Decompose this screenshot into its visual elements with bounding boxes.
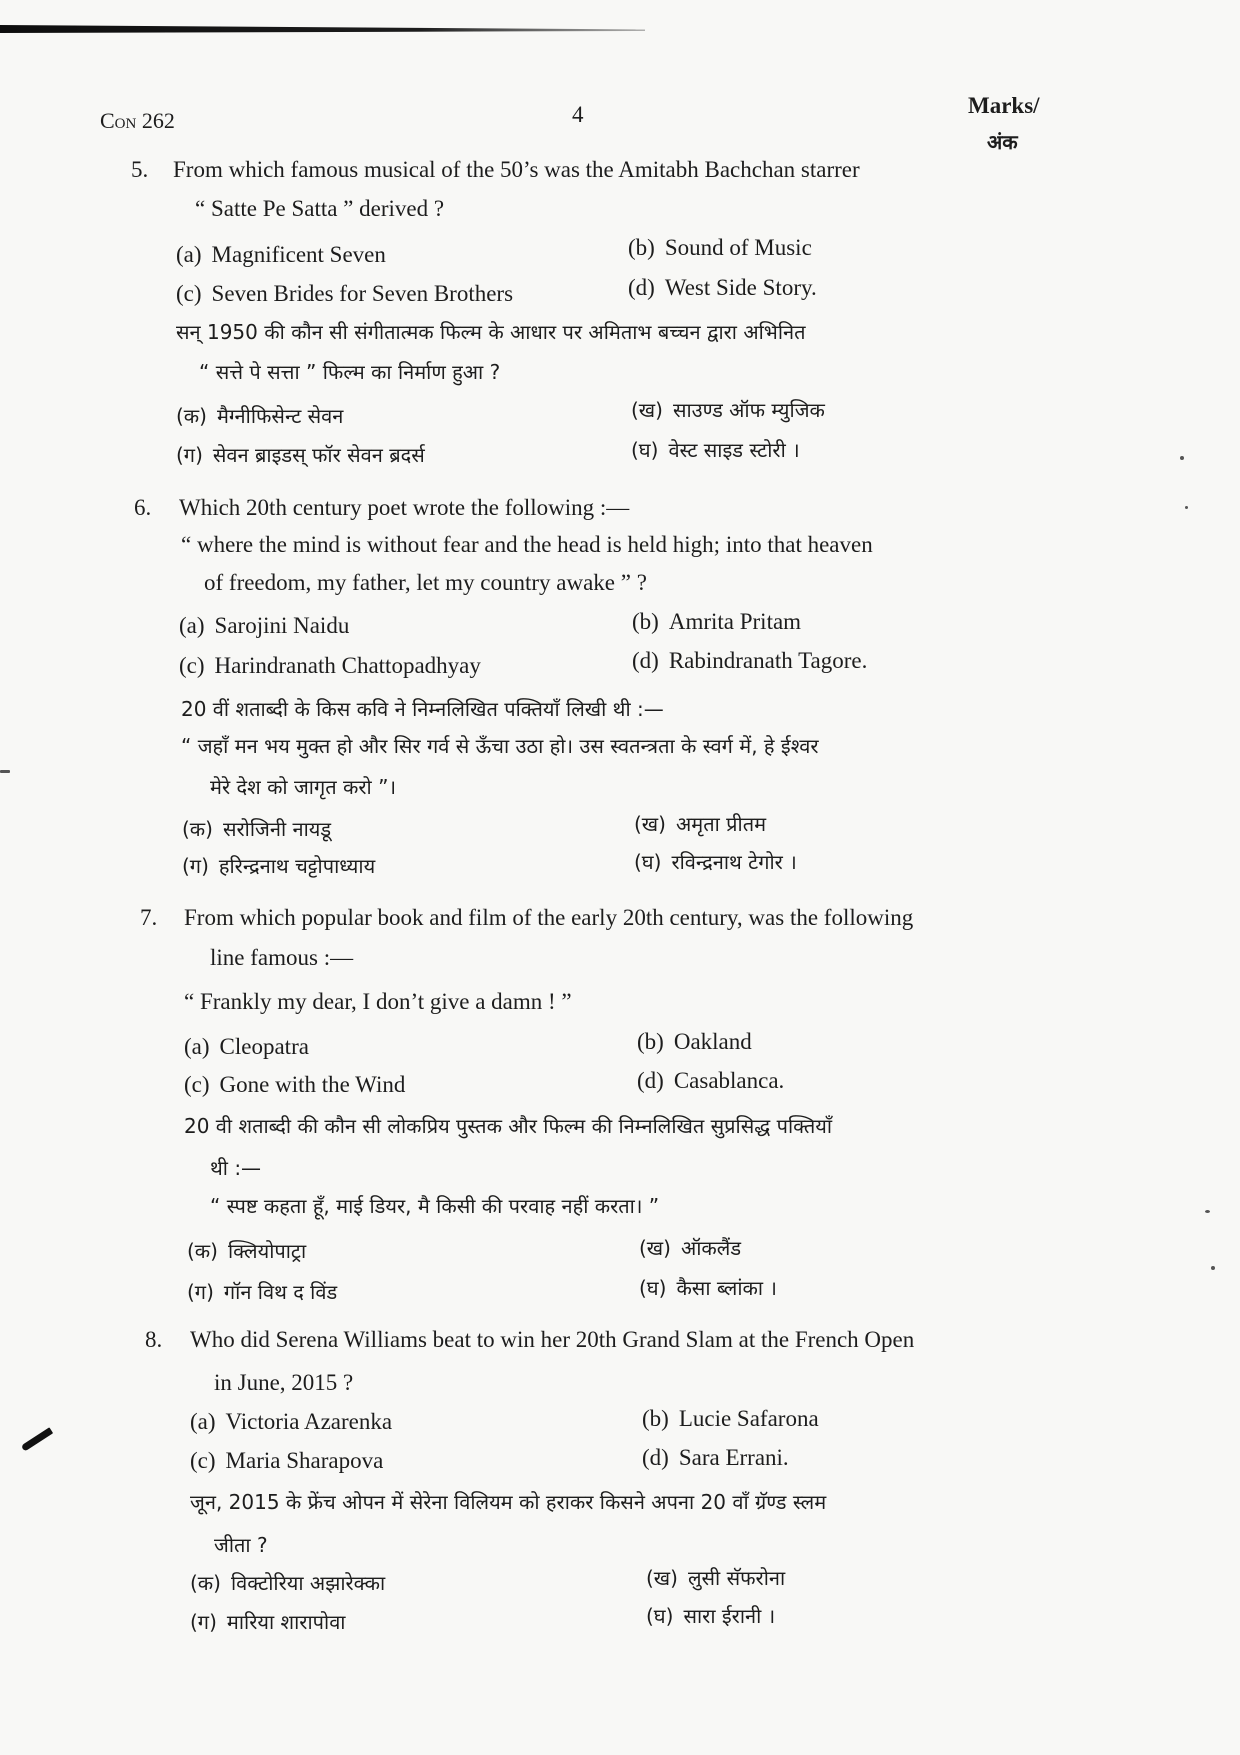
- question-text-line: “ Satte Pe Satta ” derived ?: [195, 196, 445, 221]
- option-label: (b): [642, 1406, 669, 1431]
- option-text: मैग्नीफिसेन्ट सेवन: [216, 404, 344, 428]
- option-text: Casablanca.: [673, 1068, 785, 1093]
- option-label: (ग): [176, 443, 203, 467]
- question-text-line: Who did Serena Williams beat to win her 20th Grand Slam at the French Open: [190, 1327, 915, 1352]
- option-text: Sarojini Naidu: [214, 613, 350, 638]
- option-a: [179, 612, 349, 640]
- option-text: गॉन विथ द विंड: [223, 1280, 338, 1304]
- question-text-line: line famous :—: [210, 945, 354, 970]
- option-text: ऑकलैंड: [680, 1236, 742, 1260]
- option-kha: [631, 396, 825, 424]
- option-text: West Side Story.: [664, 275, 817, 300]
- option-label: (a): [176, 242, 202, 267]
- option-c: [179, 652, 481, 680]
- option-label: (c): [179, 653, 205, 678]
- option-text: अमृता प्रीतम: [675, 812, 767, 836]
- question-text-line-hindi: 20 वी शताब्दी की कौन सी लोकप्रिय पुस्तक और फिल्म की निम्नलिखित सुप्रसिद्ध पक्तियाँ: [184, 1114, 833, 1138]
- option-text: लुसी सॅफरोना: [687, 1566, 786, 1590]
- option-ga: [190, 1608, 346, 1636]
- option-ga: [176, 441, 425, 469]
- option-label: (ग): [190, 1610, 217, 1634]
- option-text: मारिया शारापोवा: [226, 1610, 346, 1634]
- option-label: (घ): [634, 850, 662, 874]
- question-text-line-hindi: थी :—: [210, 1156, 262, 1180]
- option-label: (ग): [182, 854, 209, 878]
- option-text: Oakland: [673, 1029, 752, 1054]
- marks-label-english: Marks/: [968, 93, 1040, 118]
- question-text-line-hindi: “ सत्ते पे सत्ता ” फिल्म का निर्माण हुआ ?: [199, 360, 501, 384]
- option-ka: [176, 402, 343, 430]
- option-text: साउण्ड ऑफ म्युजिक: [672, 398, 825, 422]
- option-label: (c): [184, 1072, 210, 1097]
- option-label: (a): [184, 1034, 210, 1059]
- option-label: (घ): [631, 438, 659, 462]
- option-a: [176, 241, 386, 269]
- option-text: क्लियोपाट्रा: [227, 1239, 307, 1263]
- option-text: कैसा ब्लांका ।: [676, 1276, 778, 1300]
- option-d: [628, 274, 817, 302]
- option-label: (b): [632, 609, 659, 634]
- option-label: (क): [176, 404, 207, 428]
- option-ka: [190, 1569, 385, 1597]
- option-label: (क): [182, 817, 213, 841]
- marks-label-hindi: अंक: [987, 130, 1018, 154]
- option-label: (ख): [646, 1566, 678, 1590]
- option-kha: [634, 810, 766, 838]
- option-ka: [182, 815, 331, 843]
- option-label: (क): [190, 1571, 221, 1595]
- option-label: (d): [637, 1068, 664, 1093]
- option-label: (a): [190, 1409, 216, 1434]
- option-text: Sara Errani.: [678, 1445, 789, 1470]
- option-label: (b): [637, 1029, 664, 1054]
- option-label: (a): [179, 613, 205, 638]
- option-ka: [187, 1237, 306, 1265]
- option-text: Victoria Azarenka: [225, 1409, 393, 1434]
- option-kha: [639, 1234, 741, 1262]
- question-text-line: From which popular book and film of the early 20th century, was the following: [184, 905, 914, 930]
- question-text-line-hindi: जून, 2015 के फ्रेंच ओपन में सेरेना विलियम को हराकर किसने अपना 20 वाँ ग्रॅण्ड स्लम: [190, 1490, 827, 1514]
- scan-speck: [1205, 1210, 1210, 1213]
- option-kha: [646, 1564, 785, 1592]
- scan-speck: [1180, 456, 1184, 460]
- option-text: विक्टोरिया अझारेक्का: [230, 1571, 386, 1595]
- option-label: (b): [628, 235, 655, 260]
- question-text-line-hindi: “ जहाँ मन भय मुक्त हो और सिर गर्व से ऊँचा उठा हो। उस स्वतन्त्रता के स्वर्ग में, हे ईश्वर: [181, 734, 819, 758]
- scan-edge-dash: [0, 770, 10, 773]
- option-text: Harindranath Chattopadhyay: [214, 653, 481, 678]
- option-label: (ख): [639, 1236, 671, 1260]
- option-text: Cleopatra: [219, 1034, 309, 1059]
- option-text: Gone with the Wind: [219, 1072, 406, 1097]
- option-b: [628, 234, 812, 262]
- option-b: [642, 1405, 819, 1433]
- question-text-line: of freedom, my father, let my country awake ” ?: [204, 570, 647, 595]
- option-c: [190, 1447, 383, 1475]
- question-text-line-hindi: “ स्पष्ट कहता हूँ, माई डियर, मै किसी की परवाह नहीं करता। ”: [210, 1194, 660, 1218]
- option-text: हरिन्द्रनाथ चट्टोपाध्याय: [218, 854, 376, 878]
- option-ga: [182, 852, 375, 880]
- option-text: Seven Brides for Seven Brothers: [211, 281, 514, 306]
- question-text-line: From which famous musical of the 50’s was the Amitabh Bachchan starrer: [173, 157, 860, 182]
- pen-mark: [21, 1427, 53, 1451]
- option-b: [632, 608, 801, 636]
- question-text-line-hindi: 20 वीं शताब्दी के किस कवि ने निम्नलिखित पक्तियाँ लिखी थी :—: [181, 697, 664, 721]
- option-d: [637, 1067, 784, 1095]
- option-label: (ग): [187, 1280, 214, 1304]
- option-text: सेवन ब्राइडस् फॉर सेवन ब्रदर्स: [212, 443, 425, 467]
- option-label: (d): [628, 275, 655, 300]
- option-text: सरोजिनी नायडू: [222, 817, 332, 841]
- question-number: 7.: [140, 905, 158, 930]
- option-text: रविन्द्रनाथ टेगोर ।: [671, 850, 797, 874]
- option-label: (ख): [634, 812, 666, 836]
- option-text: Magnificent Seven: [211, 242, 386, 267]
- question-text-line-hindi: सन् 1950 की कौन सी संगीतात्मक फिल्म के आधार पर अमिताभ बच्चन द्वारा अभिनित: [176, 320, 806, 344]
- question-text-line: “ Frankly my dear, I don’t give a damn ! ”: [184, 989, 572, 1014]
- scan-speck: [1185, 506, 1188, 509]
- page-number: 4: [572, 102, 584, 127]
- option-b: [637, 1028, 752, 1056]
- option-gha: [634, 848, 797, 876]
- question-number: 5.: [131, 157, 149, 182]
- paper-code: Con 262: [100, 108, 175, 133]
- scan-top-edge-line: [0, 25, 645, 33]
- option-text: Sound of Music: [664, 235, 812, 260]
- scan-speck: [1211, 1266, 1215, 1270]
- option-label: (d): [642, 1445, 669, 1470]
- option-text: Maria Sharapova: [225, 1448, 384, 1473]
- option-label: (क): [187, 1239, 218, 1263]
- question-number: 8.: [145, 1327, 163, 1352]
- question-text-line: in June, 2015 ?: [214, 1370, 354, 1395]
- question-text-line-hindi: जीता ?: [214, 1533, 268, 1557]
- question-number: 6.: [134, 495, 152, 520]
- option-c: [184, 1071, 405, 1099]
- option-label: (d): [632, 648, 659, 673]
- option-a: [190, 1408, 392, 1436]
- option-text: Amrita Pritam: [668, 609, 802, 634]
- option-gha: [631, 436, 800, 464]
- question-text-line: Which 20th century poet wrote the following :—: [179, 495, 630, 520]
- option-label: (घ): [639, 1276, 667, 1300]
- option-text: Lucie Safarona: [678, 1406, 819, 1431]
- option-gha: [646, 1602, 775, 1630]
- option-text: वेस्ट साइड स्टोरी ।: [668, 438, 800, 462]
- option-text: सारा ईरानी ।: [683, 1604, 776, 1628]
- option-ga: [187, 1278, 337, 1306]
- option-d: [642, 1444, 789, 1472]
- question-text-line-hindi: मेरे देश को जागृत करो ”।: [210, 775, 397, 799]
- option-d: [632, 647, 867, 675]
- option-label: (घ): [646, 1604, 674, 1628]
- option-label: (c): [176, 281, 202, 306]
- option-label: (ख): [631, 398, 663, 422]
- option-gha: [639, 1274, 777, 1302]
- question-text-line: “ where the mind is without fear and the head is held high; into that heaven: [181, 532, 873, 557]
- option-text: Rabindranath Tagore.: [668, 648, 868, 673]
- option-label: (c): [190, 1448, 216, 1473]
- option-c: [176, 280, 513, 308]
- option-a: [184, 1033, 309, 1061]
